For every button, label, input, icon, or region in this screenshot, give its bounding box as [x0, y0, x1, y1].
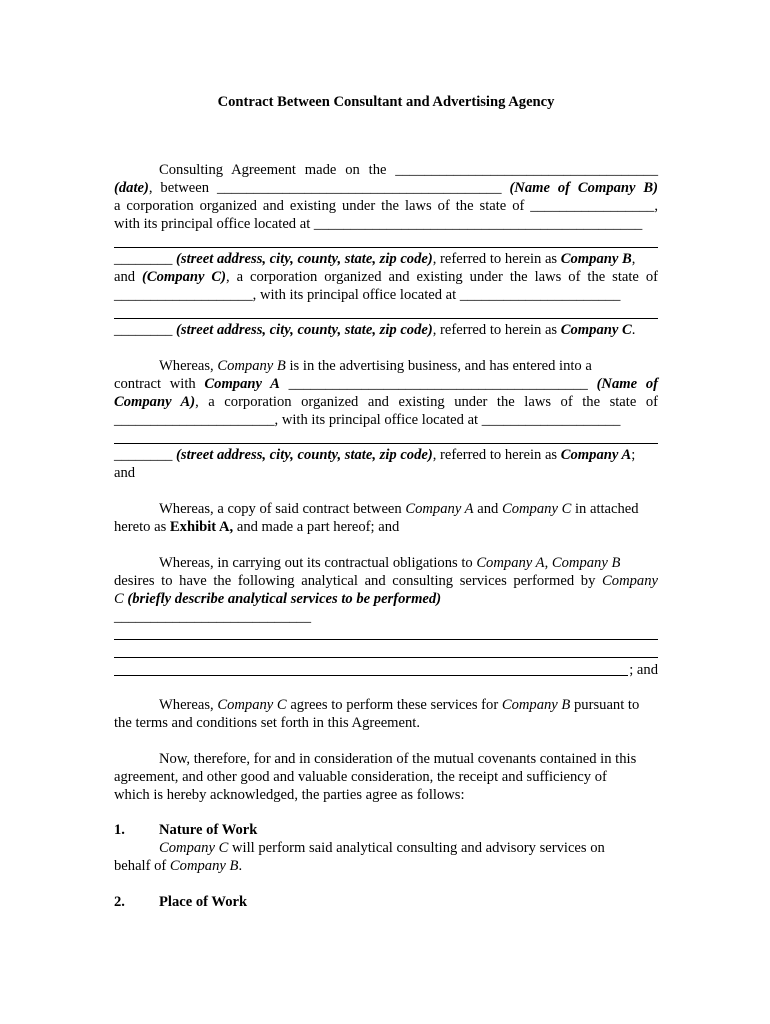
blank-rule — [114, 443, 658, 444]
company-c-placeholder: (Company C) — [142, 269, 227, 285]
company-a-label: Company A — [204, 376, 280, 392]
p2-line-6: and — [114, 465, 136, 481]
p5-line-2: the terms and conditions set forth in this Agreement. — [114, 715, 421, 731]
company-a-ref: Company A — [405, 501, 474, 517]
company-a-ref: Company A — [476, 555, 545, 571]
p1-line-8 — [114, 321, 658, 339]
behalf-text: behalf of — [114, 858, 170, 874]
company-b-ref: Company B — [217, 358, 286, 374]
s1-line-1-text: will perform said analytical consulting and advisory services on — [228, 840, 605, 856]
contract-with-text: contract with — [114, 376, 205, 392]
p4-line-3 — [114, 590, 658, 608]
company-ref: Company — [602, 573, 658, 589]
whereas-text: Whereas, — [159, 697, 218, 713]
company-b-name-placeholder: (Name of Company B) — [509, 180, 659, 196]
p1-line-3: a corporation organized and existing under the laws of the state of _________________, — [114, 198, 658, 214]
p1-line-6 — [114, 268, 658, 286]
blank-rule — [114, 657, 658, 658]
referred-text: , referred to herein as — [432, 251, 561, 267]
s1-line-2 — [114, 857, 658, 875]
exhibit-a-label: Exhibit A, — [169, 519, 234, 535]
blank-rule — [114, 318, 658, 319]
p1-line-6-text: , a corporation organized and existing under the laws of the state of — [226, 269, 659, 285]
p4-line-1 — [159, 554, 658, 572]
p4-line-2 — [114, 572, 658, 590]
p2-line-2 — [114, 375, 658, 393]
p6-line-1: Now, therefore, for and in consideration of the mutual covenants contained in this — [159, 751, 637, 767]
company-c-ref: Company C — [159, 840, 229, 856]
p3-text-and: and — [473, 501, 502, 517]
p4-line-7: ; and — [629, 662, 658, 678]
p6-line-3: which is hereby acknowledged, the parties agree as follows: — [114, 787, 465, 803]
p5-line-1 — [159, 696, 658, 714]
p3-text-a: Whereas, a copy of said contract between — [159, 501, 406, 517]
p1-line-5 — [114, 250, 658, 268]
section-2-heading — [114, 893, 658, 911]
company-b-ref: Company B — [501, 697, 571, 713]
company-c-label: Company C — [560, 322, 632, 338]
comma: , — [544, 555, 552, 571]
p3-line-1 — [159, 500, 658, 518]
punct: . — [238, 858, 243, 874]
section-1-heading — [114, 821, 658, 839]
p1-line-7: ___________________, with its principal office located at ______________________ — [114, 287, 621, 303]
section-2-title: Place of Work — [159, 894, 248, 910]
referred-text: , referred to herein as — [432, 447, 561, 463]
address-placeholder: (street address, city, county, state, zip code) — [176, 447, 433, 463]
and-text: and — [114, 269, 143, 285]
punct: . — [631, 322, 636, 338]
p3-line-2-text: and made a part hereof; and — [233, 519, 400, 535]
blank-long: _________________________________________ — [279, 376, 597, 392]
company-b-ref: Company B — [169, 858, 239, 874]
blank-short: ________ — [114, 447, 177, 463]
p2-line-1-text: is in the advertising business, and has entered into a — [285, 358, 592, 374]
p2-line-5 — [114, 446, 658, 464]
p1-line-1: Consulting Agreement made on the ____________________________________ — [159, 162, 658, 178]
p6-line-2: agreement, and other good and valuable consideration, the receipt and sufficiency of — [114, 769, 607, 785]
company-a-name-placeholder-end: Company A) — [114, 394, 196, 410]
p3-line-2 — [114, 518, 658, 536]
p1-line-2-text: , between _______________________________________ — [148, 180, 510, 196]
blank-short: ________ — [114, 322, 177, 338]
address-placeholder: (street address, city, county, state, zip code) — [176, 251, 433, 267]
company-b-label: Company B — [560, 251, 632, 267]
company-c-ref: Company C — [217, 697, 287, 713]
p1-line-4: with its principal office located at _____________________________________________ — [114, 216, 643, 232]
p4-text-a: Whereas, in carrying out its contractual obligations to — [159, 555, 477, 571]
p1-line-2 — [114, 179, 658, 197]
referred-text: , referred to herein as — [432, 322, 561, 338]
p4-line-4: ___________________________ — [114, 609, 312, 625]
blank-rule — [114, 639, 658, 640]
services-placeholder: (briefly describe analytical services to be performed) — [123, 591, 442, 607]
section-1-title: Nature of Work — [159, 822, 258, 838]
p2-line-3-text: , a corporation organized and existing under the laws of the state of — [195, 394, 658, 410]
section-1-number: 1. — [114, 822, 125, 838]
company-a-ref: Company A — [560, 447, 632, 463]
section-2-number: 2. — [114, 894, 125, 910]
punct: ; — [631, 447, 636, 463]
address-placeholder: (street address, city, county, state, zip code) — [176, 322, 433, 338]
p3-text-e: in attached — [571, 501, 639, 517]
whereas-text: Whereas, — [159, 358, 218, 374]
company-c-ref: Company C — [501, 501, 572, 517]
date-placeholder: (date) — [114, 180, 149, 196]
s1-line-1 — [159, 839, 658, 857]
p2-line-3 — [114, 393, 658, 411]
p4-line-2-text: desires to have the following analytical and consulting services performed by — [114, 573, 603, 589]
document-title: Contract Between Consultant and Advertising Agency — [217, 94, 555, 110]
p5-text-e: pursuant to — [570, 697, 640, 713]
punct: , — [631, 251, 636, 267]
p2-line-1 — [159, 357, 658, 375]
p2-line-4: ______________________, with its principal office located at ___________________ — [114, 412, 621, 428]
hereto-text: hereto as — [114, 519, 170, 535]
company-a-name-placeholder: (Name of — [596, 376, 658, 392]
blank-rule — [114, 247, 658, 248]
company-c-letter: C — [114, 591, 124, 607]
blank-short: ________ — [114, 251, 177, 267]
p5-text-c: agrees to perform these services for — [286, 697, 502, 713]
company-b-ref: Company B — [551, 555, 621, 571]
